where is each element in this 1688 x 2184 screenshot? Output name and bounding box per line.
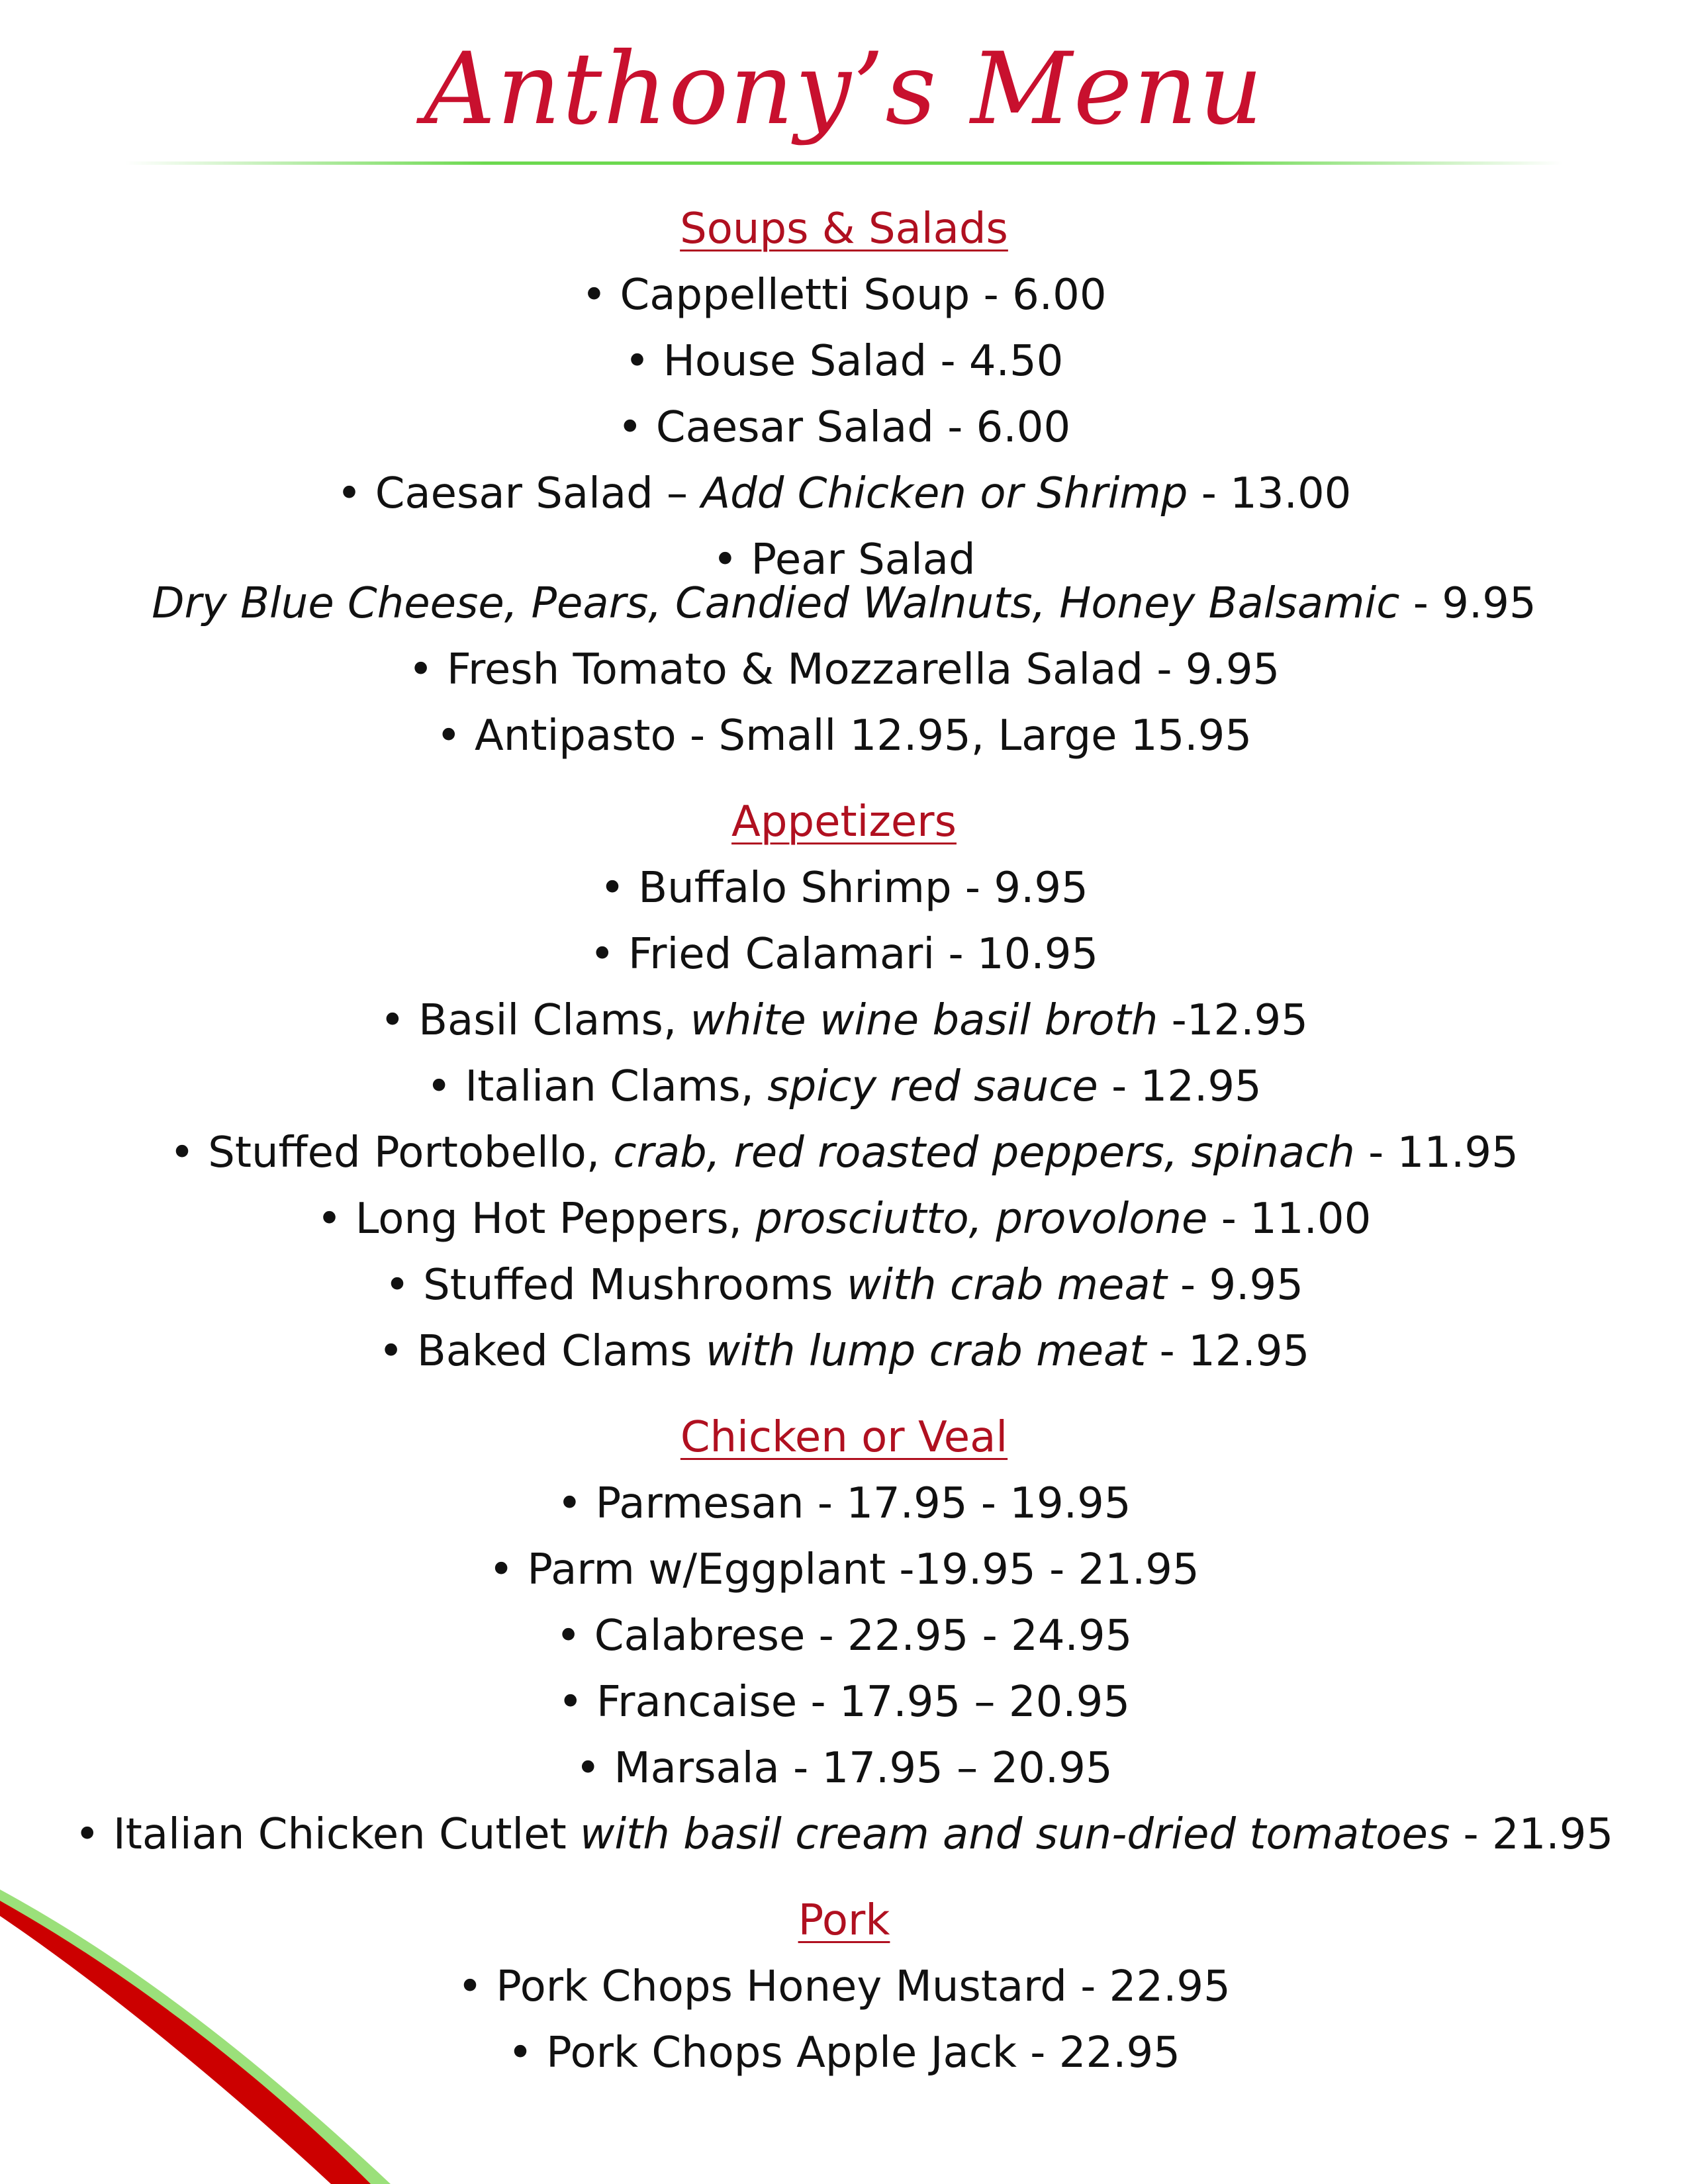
menu-item <box>0 1318 1688 1385</box>
menu-item <box>0 527 1688 637</box>
menu-item <box>0 1186 1688 1252</box>
item-price: - 12.95 <box>1098 1062 1262 1111</box>
menu-item: • Francaise - 17.95 – 20.95 <box>557 1678 1131 1727</box>
section-heading-chicken-veal: Chicken or Veal <box>680 1413 1008 1462</box>
item-description: crab, red roasted peppers, spinach <box>613 1128 1355 1177</box>
menu-item: • Antipasto - Small 12.95, Large 15.95 <box>436 711 1252 760</box>
menu-item: • Pork Chops Apple Jack - 22.95 <box>508 2028 1180 2077</box>
item-price: - 12.95 <box>1146 1327 1310 1376</box>
item-name: • Stuffed Mushrooms <box>385 1261 847 1310</box>
menu-item: • Calabrese - 22.95 - 24.95 <box>555 1612 1133 1661</box>
item-price: - 13.00 <box>1188 469 1352 518</box>
menu-item: • Buffalo Shrimp - 9.95 <box>600 864 1088 913</box>
item-name: • Pear Salad <box>712 535 976 584</box>
menu-item: • Parmesan - 17.95 - 19.95 <box>557 1479 1131 1528</box>
item-name: • Baked Clams <box>378 1327 706 1376</box>
item-description: Dry Blue Cheese, Pears, Candied Walnuts, Honey Balsamic <box>152 579 1400 628</box>
menu-item <box>0 1120 1688 1186</box>
decorative-swoosh <box>0 1853 463 2184</box>
section-heading-pork: Pork <box>798 1896 890 1945</box>
menu-item <box>0 461 1688 527</box>
menu-item: • Fresh Tomato & Mozzarella Salad - 9.95 <box>408 645 1280 694</box>
item-description: with basil cream and sun-dried tomatoes <box>580 1810 1450 1859</box>
item-description: with lump crab meat <box>705 1327 1147 1376</box>
menu-item: • Parm w/Eggplant -19.95 - 21.95 <box>489 1545 1199 1594</box>
menu-item: • Fried Calamari - 10.95 <box>589 930 1099 979</box>
section-heading-soups-salads: Soups & Salads <box>680 205 1008 253</box>
menu-item: • Marsala - 17.95 – 20.95 <box>575 1744 1113 1793</box>
item-price: - 11.00 <box>1207 1195 1372 1244</box>
item-price: - 9.95 <box>1166 1261 1303 1310</box>
menu-title: Anthony’s Menu <box>424 32 1264 147</box>
title-divider <box>126 161 1562 165</box>
item-name: • Italian Chicken Cutlet <box>74 1810 581 1859</box>
item-name: • Stuffed Portobello, <box>169 1128 614 1177</box>
item-name: • Caesar Salad – <box>336 469 702 518</box>
item-name: • Long Hot Peppers, <box>316 1195 756 1244</box>
item-description: Add Chicken or Shrimp <box>701 469 1188 518</box>
menu-item <box>0 1252 1688 1318</box>
item-price: - 11.95 <box>1354 1128 1519 1177</box>
menu-item: • Caesar Salad - 6.00 <box>617 403 1071 452</box>
menu-item <box>0 987 1688 1054</box>
item-name: • Italian Clams, <box>426 1062 768 1111</box>
menu-content <box>0 196 1688 2086</box>
menu-item: • Cappelletti Soup - 6.00 <box>581 271 1107 320</box>
menu-item <box>0 1054 1688 1120</box>
item-name: • Basil Clams, <box>380 996 690 1045</box>
section-heading-appetizers: Appetizers <box>731 797 957 846</box>
menu-item: • Pork Chops Honey Mustard - 22.95 <box>457 1962 1231 2011</box>
menu-item: • House Salad - 4.50 <box>624 337 1064 386</box>
item-price: - 9.95 <box>1399 579 1536 628</box>
item-price: -12.95 <box>1158 996 1308 1045</box>
item-price: - 21.95 <box>1450 1810 1614 1859</box>
item-description: spicy red sauce <box>767 1062 1098 1111</box>
item-description: white wine basil broth <box>690 996 1158 1045</box>
item-description: with crab meat <box>846 1261 1167 1310</box>
item-description: prosciutto, provolone <box>755 1195 1208 1244</box>
